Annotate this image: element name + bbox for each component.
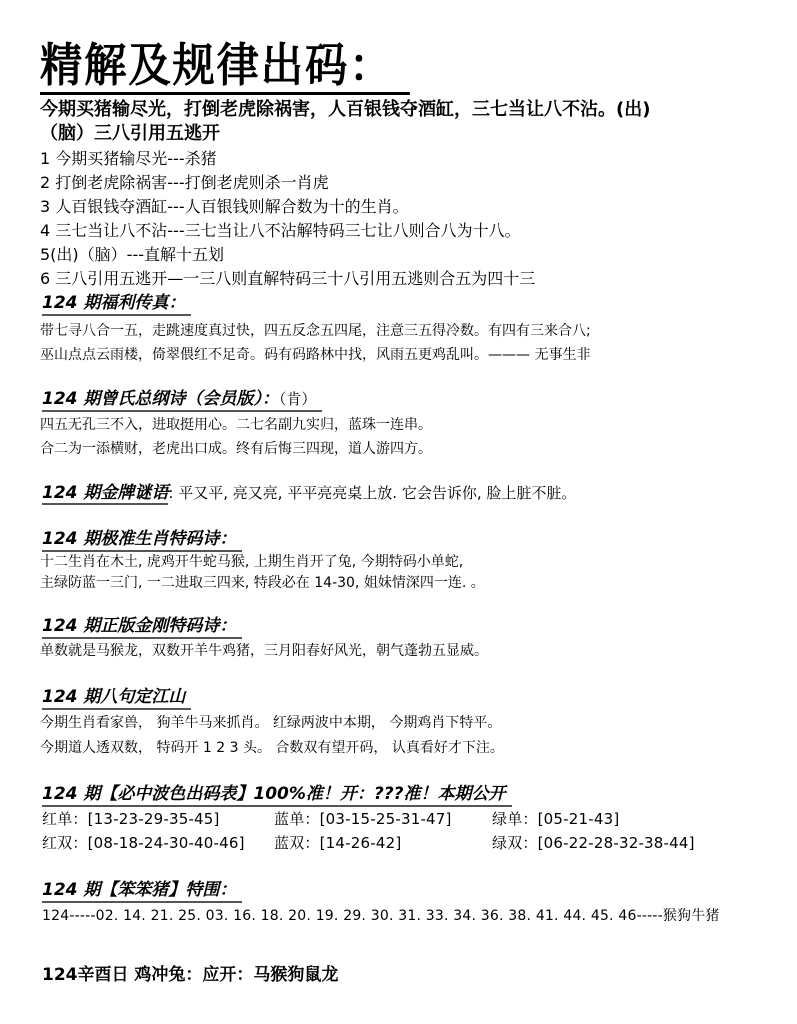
section-heading-zengshi [42,388,322,412]
section-heading-jizhun: 124 期极准生肖特码诗： [42,528,242,552]
jinpai-riddle [42,482,576,504]
section-heading-jinpai: 124 期金牌谜语 [42,483,169,503]
jizhun-line-2: 主绿防蓝一三门, 一二进取三四来, 特段必在 14-30, 姐妹情深四一连. 。 [40,575,485,591]
zengshi-note: （肯） [278,390,317,408]
section-heading-fuli: 124 期福利传真： [42,292,191,316]
zengshi-line-1: 四五无孔三不入，进取挺用心。二七名副九实归，蓝珠一连串。 [40,417,432,433]
bose-green-odd: 绿单：[05-21-43] [492,810,620,828]
zengshi-heading-text: 124 期曾氏总纲诗（会员版）： [42,389,279,409]
explanation-2: 2 打倒老虎除祸害---打倒老虎则杀一肖虎 [40,173,329,192]
bajiu-line-1: 今期生肖看家兽， 狗羊牛马来抓肖。 红绿两波中本期， 今期鸡肖下特平。 [40,715,502,731]
explanation-3: 3 人百银钱夺酒缸---人百银钱则解合数为十的生肖。 [40,197,409,216]
section-heading-bajiu: 124 期八句定江山 [42,686,191,710]
zengshi-line-2: 合二为一添横财，老虎出口成。终有后悔三四现，道人游四方。 [40,441,432,457]
fuli-line-2: 巫山点点云雨楼，倚翠偎红不足奇。码有码路林中找，风雨五更鸡乱叫。——— 无事生非 [40,347,591,363]
explanation-5: 5(出)（脑）---直解十五划 [40,245,224,264]
jingang-line-1: 单数就是马猴龙，双数开羊牛鸡猪，三月阳春好风光，朝气蓬勃五显威。 [40,643,488,659]
explanation-6: 6 三八引用五逃开—一三八则直解特码三十八引用五逃则合五为四十三 [40,269,536,288]
page-title: 精解及规律出码： [40,38,410,95]
bose-row-1 [42,808,619,829]
jizhun-line-1: 十二生肖在木土, 虎鸡开牛蛇马猴, 上期生肖开了兔, 今期特码小单蛇, [40,554,464,570]
jinpai-text: : 平又平, 亮又亮, 平平亮亮桌上放. 它会告诉你, 脸上脏不脏。 [168,484,577,502]
bose-row-2 [42,832,695,853]
bose-red-odd: 红单：[13-23-29-35-45] [42,810,220,828]
final-line: 124辛酉日 鸡冲兔：应开：马猴狗鼠龙 [42,965,339,985]
explanation-1: 1 今期买猪输尽光---杀猪 [40,149,217,168]
section-heading-jingang: 124 期正版金刚特码诗： [42,615,242,639]
bose-green-even: 绿双：[06-22-28-32-38-44] [492,834,695,852]
intro-line-2: （脑）三八引用五逃开 [40,123,220,144]
section-heading-benzhu: 124 期【笨笨猪】特围： [42,879,242,903]
benzhu-line: 124-----02. 14. 21. 25. 03. 16. 18. 20. 19. 29. 30. 31. 33. 34. 36. 38. 41. 44. 45. 46-----猴狗牛猪 [42,908,720,924]
bajiu-line-2: 今期道人透双数， 特码开 1 2 3 头。 合数双有望开码， 认真看好才下注。 [40,740,504,756]
explanation-4: 4 三七当让八不沾---三七当让八不沾解特码三七让八则合八为十八。 [40,221,521,240]
section-heading-bose: 124 期【必中波色出码表】100%准！开：???准！本期公开 [42,783,512,807]
bose-blue-odd: 蓝单：[03-15-25-31-47] [274,810,452,828]
fuli-line-1: 带七寻八合一五，走跳速度真过快，四五反念五四尾，注意三五得冷数。有四有三来合八; [40,323,591,339]
bose-red-even: 红双：[08-18-24-30-40-46] [42,834,245,852]
bose-blue-even: 蓝双：[14-26-42] [274,834,402,852]
intro-line-1: 今期买猪输尽光，打倒老虎除祸害，人百银钱夺酒缸，三七当让八不沾。(出) [40,99,651,120]
